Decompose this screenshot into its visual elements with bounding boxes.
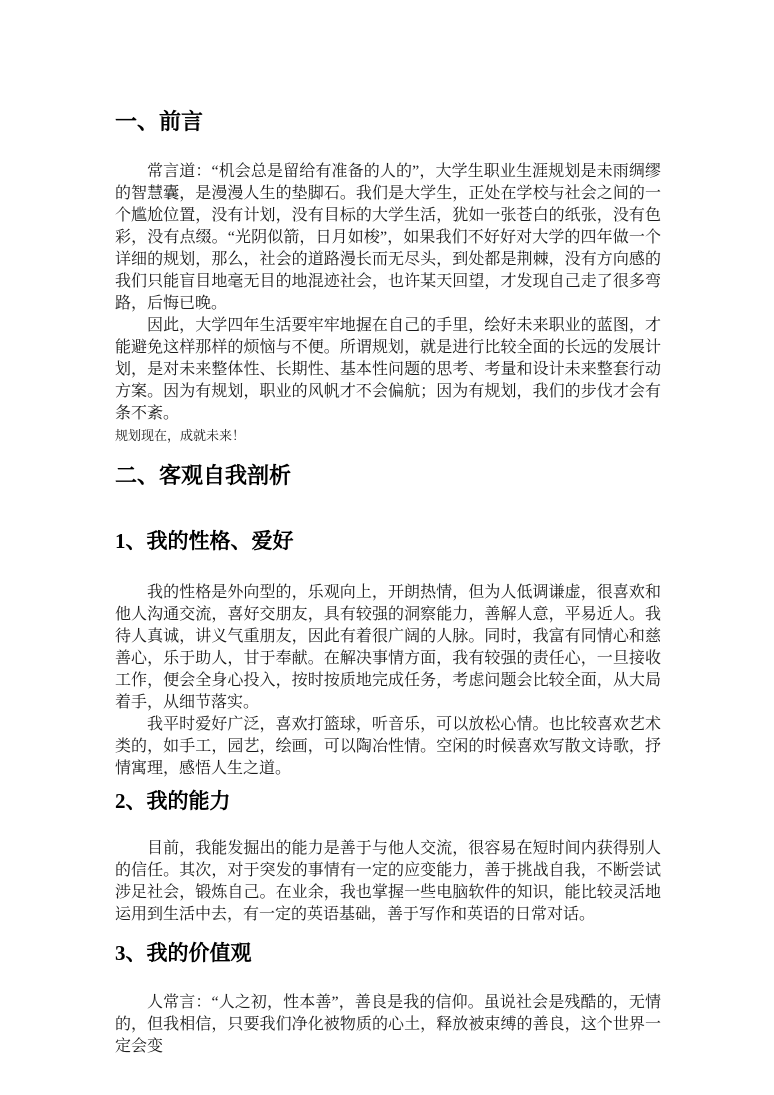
section-heading-self-analysis: 二、客观自我剖析 [115,463,292,488]
subheading-title: 我的能力 [146,790,231,813]
subheading-ability [115,788,661,815]
paragraph-personality-2: 我平时爱好广泛，喜欢打篮球，听音乐，可以放松心情。也比较喜欢艺术类的，如手工，园艺，绘画，可以陶冶性情。空闲的时候喜欢写散文诗歌，抒情寓理，感悟人生之道。 [115,716,661,777]
subheading-title: 我的价值观 [146,942,252,965]
paragraph-preface-2: 因此，大学四年生活要牢牢地握在自己的手里，绘好未来职业的蓝图，才能避免这样那样的烦恼与不便。所谓规划，就是进行比较全面的长远的发展计划，是对未来整体性、长期性、基本性问题的思考、考量和设计未来整套行动方案。因为有规划，职业的风帆才不会偏航；因为有规划，我们的步伐才会有条不紊。 [115,317,661,422]
subheading-title: 我的性格、爱好 [146,530,294,553]
subheading-number: 3、 [115,941,147,965]
paragraph-personality-1: 我的性格是外向型的，乐观向上，开朗热情，但为人低调谦虚，很喜欢和他人沟通交流，喜好交朋友，具有较强的洞察能力，善解人意，平易近人。我待人真诚，讲义气重朋友，因此有着很广阔的人脉。同时，我富有同情心和慈善心，乐于助人，甘于奉献。在解决事情方面，我有较强的责任心，一旦接收工作，便会全身心投入，按时按质地完成任务，考虑问题会比较全面，从大局着手，从细节落实。 [115,584,661,711]
slogan-line: 规划现在，成就未来！ [115,428,246,443]
paragraph-preface-1: 常言道：“机会总是留给有准备的人的”，大学生职业生涯规划是未雨绸缪的智慧囊，是漫漫人生的垫脚石。我们是大学生，正处在学校与社会之间的一个尴尬位置，没有计划，没有目标的大学生活，犹如一张苍白的纸张，没有色彩，没有点缀。“光阴似箭，日月如梭”，如果我们不好好对大学的四年做一个详细的规划，那么，社会的道路漫长而无尽头，到处都是荆棘，没有方向感的我们只能盲目地毫无目的地混迹社会，也许某天回望，才发现自己走了很多弯路，后悔已晚。 [115,163,661,312]
subheading-values [115,940,661,967]
paragraph-ability: 目前，我能发掘出的能力是善于与他人交流，很容易在短时间内获得别人的信任。其次，对于突发的事情有一定的应变能力，善于挑战自我，不断尝试涉足社会，锻炼自己。在业余，我也掌握一些电脑软件的知识，能比较灵活地运用到生活中去，有一定的英语基础，善于写作和英语的日常对话。 [115,840,661,923]
subheading-personality-hobbies [115,528,661,555]
section-heading-preface: 一、前言 [115,109,204,134]
paragraph-values: 人常言：“人之初，性本善”，善良是我的信仰。虽说社会是残酷的，无情的，但我相信，只要我们净化被物质的心土，释放被束缚的善良，这个世界一定会变 [115,994,661,1055]
subheading-number: 1、 [115,529,147,553]
subheading-number: 2、 [115,789,147,813]
